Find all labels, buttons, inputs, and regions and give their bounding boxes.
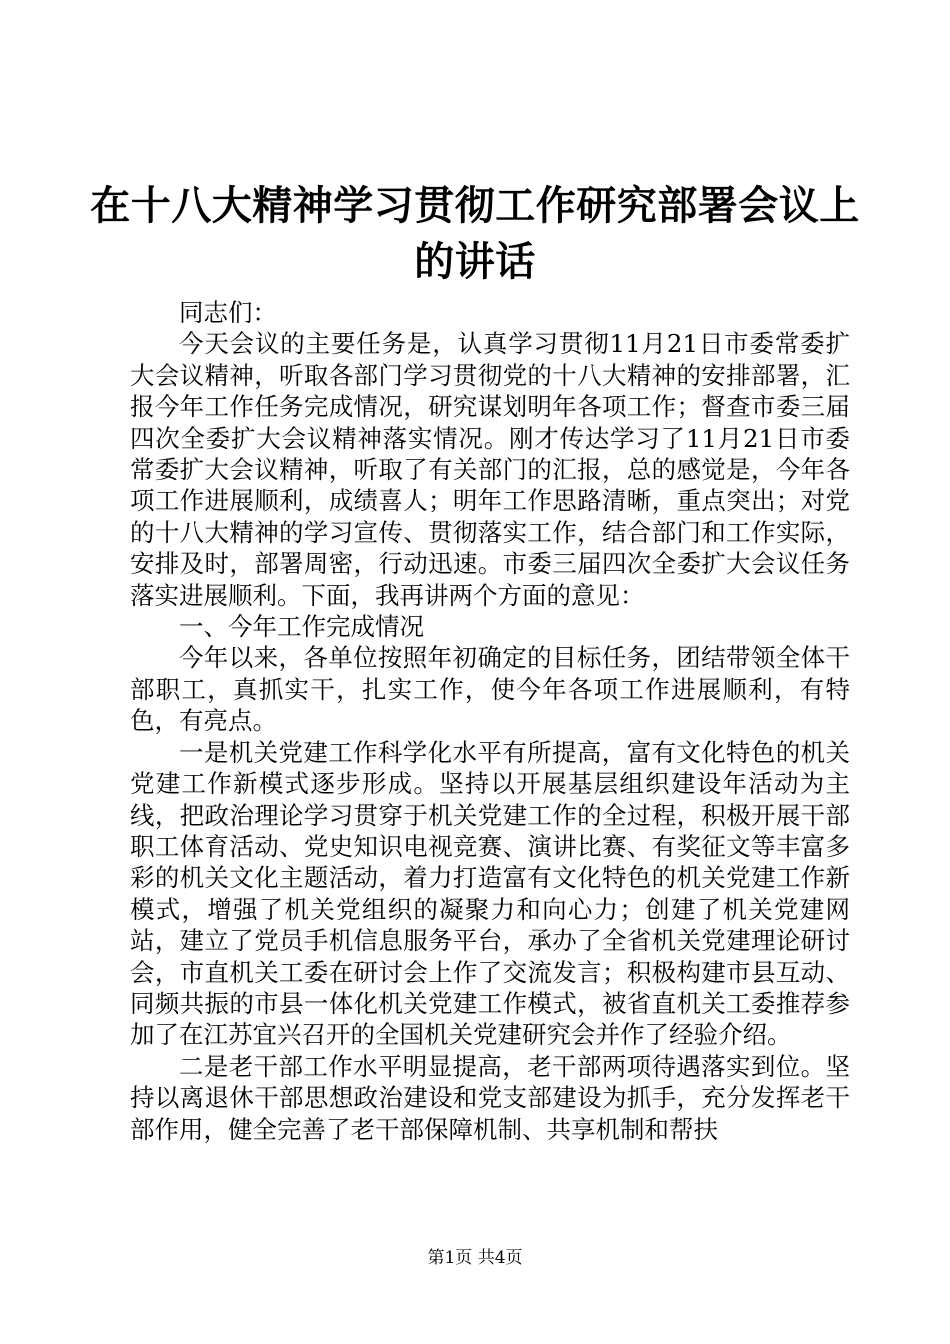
document-title: 在十八大精神学习贯彻工作研究部署会议上的讲话 xyxy=(90,182,860,285)
paragraph-point-two: 二是老干部工作水平明显提高，老干部两项待遇落实到位。坚持以离退休干部思想政治建设和党支部建设为抓手，充分发挥老干部作用，健全完善了老干部保障机制、共享机制和帮扶 xyxy=(130,1051,850,1144)
paragraph-point-one: 一是机关党建工作科学化水平有所提高，富有文化特色的机关党建工作新模式逐步形成。坚持以开展基层组织建设年活动为主线，把政治理论学习贯穿于机关党建工作的全过程，积极开展干部职工体育活动、党史知识电视竞赛、演讲比赛、有奖征文等丰富多彩的机关文化主题活动，着力打造富有文化特色的机关党建工作新模式，增强了机关党组织的凝聚力和向心力；创建了机关党建网站，建立了党员手机信息服务平台，承办了全省机关党建理论研讨会，市直机关工委在研讨会上作了交流发言；积极构建市县互动、同频共振的市县一体化机关党建工作模式，被省直机关工委推荐参加了在江苏宜兴召开的全国机关党建研究会并作了经验介绍。 xyxy=(130,737,850,1050)
page-footer: 第1页 共4页 xyxy=(427,1248,523,1268)
section-heading: 一、今年工作完成情况 xyxy=(179,612,424,642)
document-body xyxy=(130,297,850,1145)
paragraph-intro: 今天会议的主要任务是，认真学习贯彻11月21日市委常委扩大会议精神，听取各部门学习贯彻党的十八大精神的安排部署，汇报今年工作任务完成情况，研究谋划明年各项工作；督查市委三届四次全委扩大会议精神落实情况。刚才传达学习了11月21日市委常委扩大会议精神，听取了有关部门的汇报，总的感觉是，今年各项工作进展顺利，成绩喜人；明年工作思路清晰，重点突出；对党的十八大精神的学习宣传、贯彻落实工作，结合部门和工作实际，安排及时，部署周密，行动迅速。市委三届四次全委扩大会议任务落实进展顺利。下面，我再讲两个方面的意见： xyxy=(130,329,850,610)
paragraph-overview: 今年以来，各单位按照年初确定的目标任务，团结带领全体干部职工，真抓实干，扎实工作，使今年各项工作进展顺利，有特色，有亮点。 xyxy=(130,643,850,736)
salutation: 同志们： xyxy=(179,298,277,327)
